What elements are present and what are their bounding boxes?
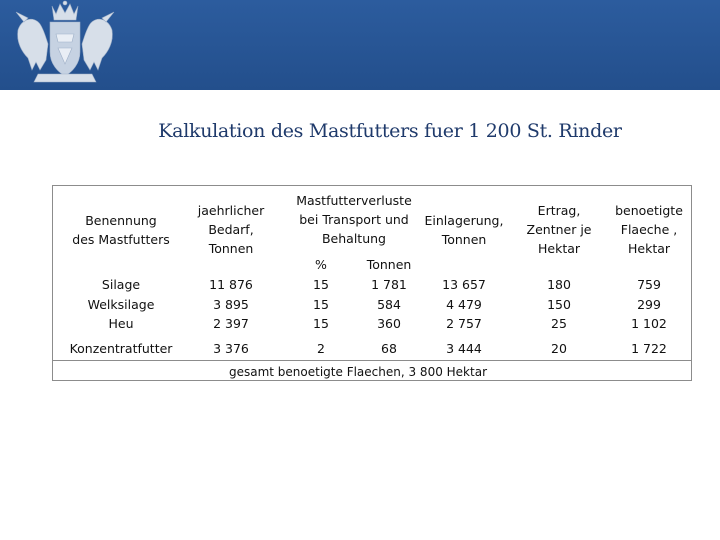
table-cell: 360 bbox=[377, 316, 401, 331]
table-cell: Welksilage bbox=[87, 296, 155, 312]
header-verluste-pct: % bbox=[315, 257, 327, 272]
header-text: jaehrlicher bbox=[197, 203, 265, 218]
header-text: Hektar bbox=[537, 241, 581, 256]
header-text: Tonnen bbox=[441, 232, 487, 247]
column-tonnen bbox=[361, 275, 417, 334]
header-text: Tonnen bbox=[208, 241, 254, 256]
column-pct bbox=[301, 275, 341, 334]
table-cell: 1 781 bbox=[371, 277, 407, 292]
table-cell: 4 479 bbox=[446, 296, 482, 312]
table-cell: 15 bbox=[313, 296, 329, 312]
table-divider bbox=[53, 360, 691, 361]
header-text: Flaeche , bbox=[620, 222, 678, 237]
header-text: Einlagerung, bbox=[424, 213, 504, 228]
column-name bbox=[61, 275, 181, 334]
table-cell: 15 bbox=[313, 277, 329, 292]
coat-of-arms-icon bbox=[10, 0, 120, 90]
header-text: bei Transport und bbox=[299, 212, 409, 227]
header-ertrag bbox=[519, 201, 599, 258]
table-cell: 299 bbox=[637, 296, 661, 312]
table-cell: 759 bbox=[637, 277, 661, 292]
table-footer: gesamt benoetigte Flaechen, 3 800 Hektar bbox=[228, 365, 487, 379]
header-text: Hektar bbox=[627, 241, 671, 256]
column-flaeche bbox=[609, 275, 689, 334]
table-cell: Heu bbox=[108, 316, 134, 331]
header-text: Mastfutterverluste bbox=[296, 193, 412, 208]
table-cell: 13 657 bbox=[442, 277, 486, 292]
header-text: benoetigte bbox=[615, 203, 683, 218]
table-cell: 68 bbox=[381, 341, 397, 356]
header-banner bbox=[0, 0, 720, 90]
table-cell: 25 bbox=[551, 316, 567, 331]
column-ertrag bbox=[519, 275, 599, 334]
column-einlagerung bbox=[419, 275, 509, 334]
header-text: Zentner je bbox=[526, 222, 592, 237]
table-cell: Silage bbox=[101, 277, 141, 292]
header-text: Benennung bbox=[85, 213, 157, 228]
header-bedarf bbox=[191, 201, 271, 258]
table-cell: 2 757 bbox=[446, 316, 482, 331]
table-cell: 20 bbox=[551, 341, 567, 356]
header-flaeche bbox=[609, 201, 689, 258]
header-text: Bedarf, bbox=[208, 222, 254, 237]
table-cell: 3 895 bbox=[213, 296, 249, 312]
header-text: des Mastfutters bbox=[72, 232, 170, 247]
table-cell: Konzentratfutter bbox=[69, 341, 173, 356]
header-benennung bbox=[61, 211, 181, 249]
table-cell: 1 102 bbox=[631, 316, 667, 331]
table-cell: 180 bbox=[547, 277, 571, 292]
feed-table bbox=[52, 185, 692, 381]
table-cell: 150 bbox=[547, 296, 571, 312]
table-cell: 3 376 bbox=[213, 341, 249, 356]
page-title: Kalkulation des Mastfutters fuer 1 200 St. Rinder bbox=[158, 120, 622, 142]
table-cell: 11 876 bbox=[209, 277, 253, 292]
table-cell: 3 444 bbox=[446, 341, 482, 356]
table-cell: 584 bbox=[377, 296, 401, 312]
header-text: Behaltung bbox=[321, 231, 386, 246]
table-cell: 2 397 bbox=[213, 316, 249, 331]
header-verluste-tonnen: Tonnen bbox=[366, 257, 412, 272]
header-einlagerung bbox=[419, 211, 509, 249]
table-cell: 2 bbox=[317, 341, 325, 356]
header-verluste bbox=[289, 191, 419, 248]
header-text: Ertrag, bbox=[537, 203, 581, 218]
table-cell: 1 722 bbox=[631, 341, 667, 356]
column-bedarf bbox=[191, 275, 271, 334]
table-cell: 15 bbox=[313, 316, 329, 331]
